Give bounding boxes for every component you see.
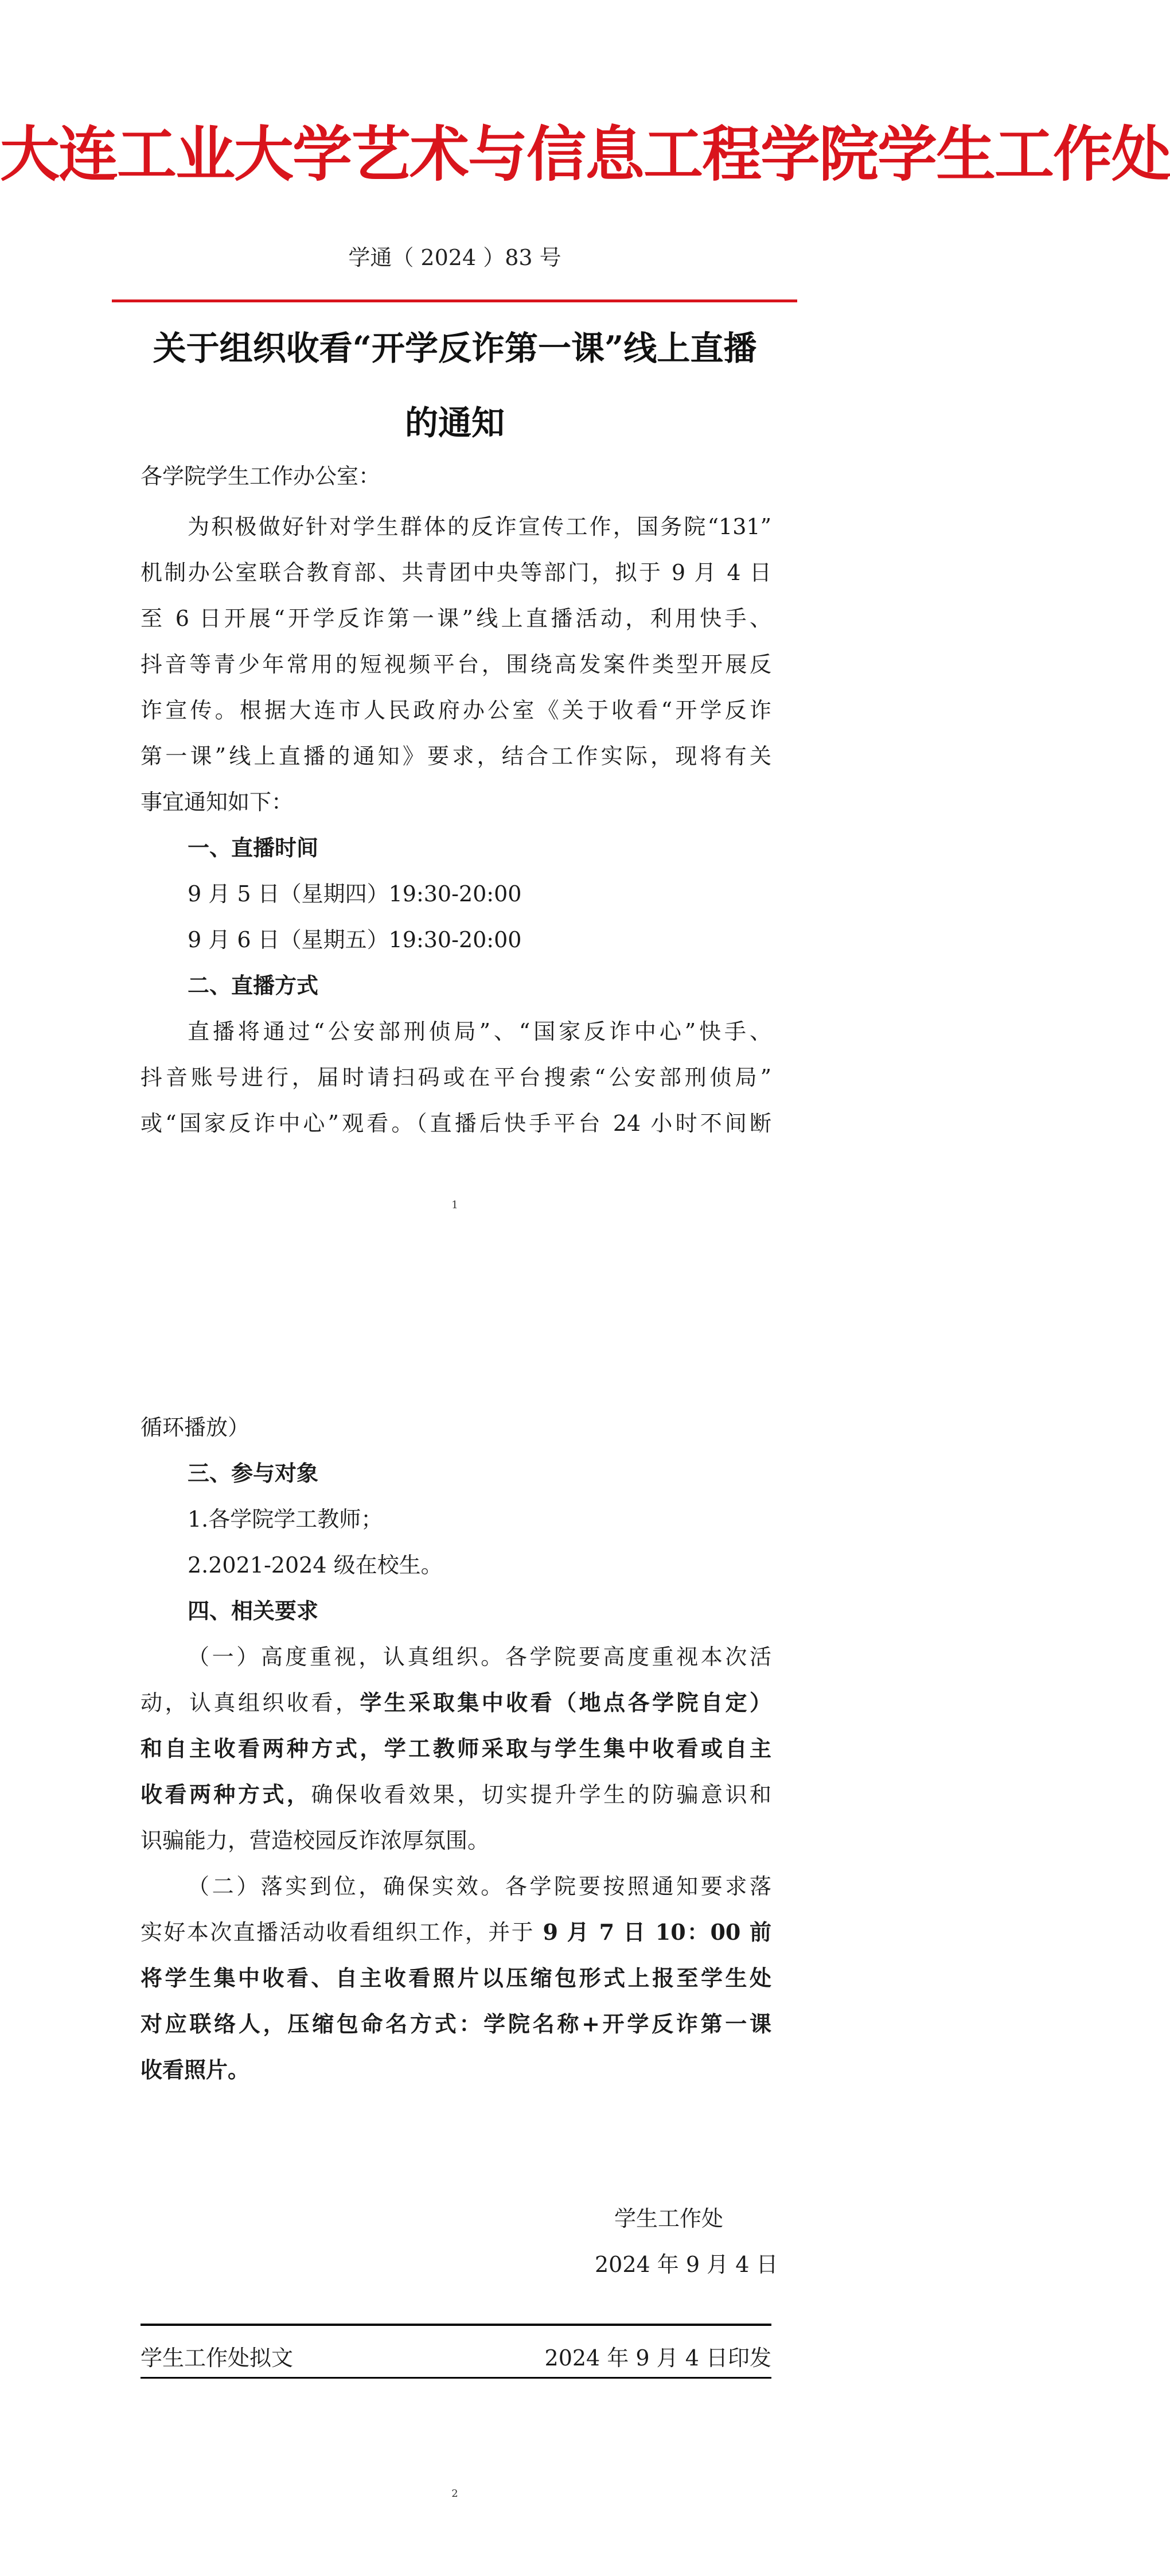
notice-title-line2: 的通知	[404, 403, 505, 442]
section-title: 三、参与对象	[188, 1460, 319, 1486]
requirement-emphasis: 将学生集中收看、自主收看照片以压缩包形式上报至学生处	[141, 1965, 771, 1991]
section-title: 二、直播方式	[188, 972, 319, 998]
method-line: 直播将通过“公安部刑侦局”、“国家反诈中心”快手、	[188, 1019, 771, 1044]
footer-bottom-rule	[141, 2377, 771, 2379]
intro-line: 第一课”线上直播的通知》要求，结合工作实际，现将有关	[141, 744, 771, 769]
live-time: 9 月 6 日（星期五）19:30-20:00	[188, 927, 522, 952]
page-number: 1	[451, 1199, 458, 1211]
signature-date: 2024 年 9 月 4 日	[595, 2252, 778, 2277]
requirement-line: （二）落实到位，确保实效。各学院要按照通知要求落	[188, 1874, 771, 1899]
intro-line: 诈宣传。根据大连市人民政府办公室《关于收看“开学反诈	[141, 698, 771, 723]
requirement-line: 识骗能力，营造校园反诈浓厚氛围。	[141, 1828, 490, 1853]
section-title: 四、相关要求	[188, 1598, 319, 1624]
intro-line: 至 6 日开展“开学反诈第一课”线上直播活动，利用快手、	[141, 606, 771, 631]
page-number: 2	[451, 2488, 458, 2500]
live-time: 9 月 5 日（星期四）19:30-20:00	[188, 881, 522, 906]
requirement-emphasis: 和自主收看两种方式，学工教师采取与学生集中收看或自主	[141, 1736, 771, 1761]
intro-line: 为积极做好针对学生群体的反诈宣传工作，国务院“131”	[188, 514, 771, 539]
signature-dept: 学生工作处	[614, 2206, 724, 2231]
intro-line: 事宜通知如下：	[141, 789, 294, 815]
notice-title-line1: 关于组织收看“开学反诈第一课”线上直播	[153, 329, 757, 368]
method-line: 抖音账号进行，届时请扫码或在平台搜索“公安部刑侦局”	[141, 1065, 771, 1090]
requirement-text: 实好本次直播活动收看组织工作，并于	[141, 1920, 543, 1945]
red-header-rule	[112, 299, 797, 302]
requirement-emphasis: 对应联络人，压缩包命名方式：学院名称+开学反诈第一课	[141, 2011, 771, 2037]
requirement-line	[141, 1909, 771, 1955]
footer-drafter: 学生工作处拟文	[141, 2345, 294, 2371]
requirement-emphasis: 学生采取集中收看（地点各学院自定）	[360, 1690, 771, 1715]
requirement-line	[141, 1772, 771, 1818]
participant-item: 2.2021-2024 级在校生。	[188, 1552, 443, 1578]
footer-issue-date: 2024 年 9 月 4 日印发	[544, 2345, 771, 2371]
requirement-line	[141, 1680, 771, 1726]
requirement-line: （一）高度重视，认真组织。各学院要高度重视本次活	[188, 1644, 771, 1670]
section-title: 一、直播时间	[188, 835, 319, 861]
intro-line: 抖音等青少年常用的短视频平台，围绕高发案件类型开展反	[141, 652, 771, 677]
requirement-text: 动，认真组织收看，	[141, 1690, 360, 1715]
requirement-emphasis: 收看照片。	[141, 2057, 250, 2083]
method-line: 或“国家反诈中心”观看。（直播后快手平台 24 小时不间断	[141, 1111, 771, 1136]
intro-line: 机制办公室联合教育部、共青团中央等部门，拟于 9 月 4 日	[141, 560, 771, 585]
requirement-emphasis: 9 月 7 日 10：00 前	[543, 1919, 771, 1945]
method-line: 循环播放）	[141, 1415, 250, 1440]
participant-item: 1.各学院学工教师；	[188, 1507, 383, 1532]
salutation: 各学院学生工作办公室：	[141, 464, 381, 489]
document-number: 学通（ 2024 ）83 号	[348, 245, 561, 270]
requirement-emphasis: 收看两种方式，	[141, 1781, 311, 1807]
org-header: 大连工业大学艺术与信息工程学院学生工作处	[0, 119, 1170, 189]
footer-top-rule	[141, 2324, 771, 2326]
requirement-text: 确保收看效果，切实提升学生的防骗意识和	[311, 1782, 771, 1807]
